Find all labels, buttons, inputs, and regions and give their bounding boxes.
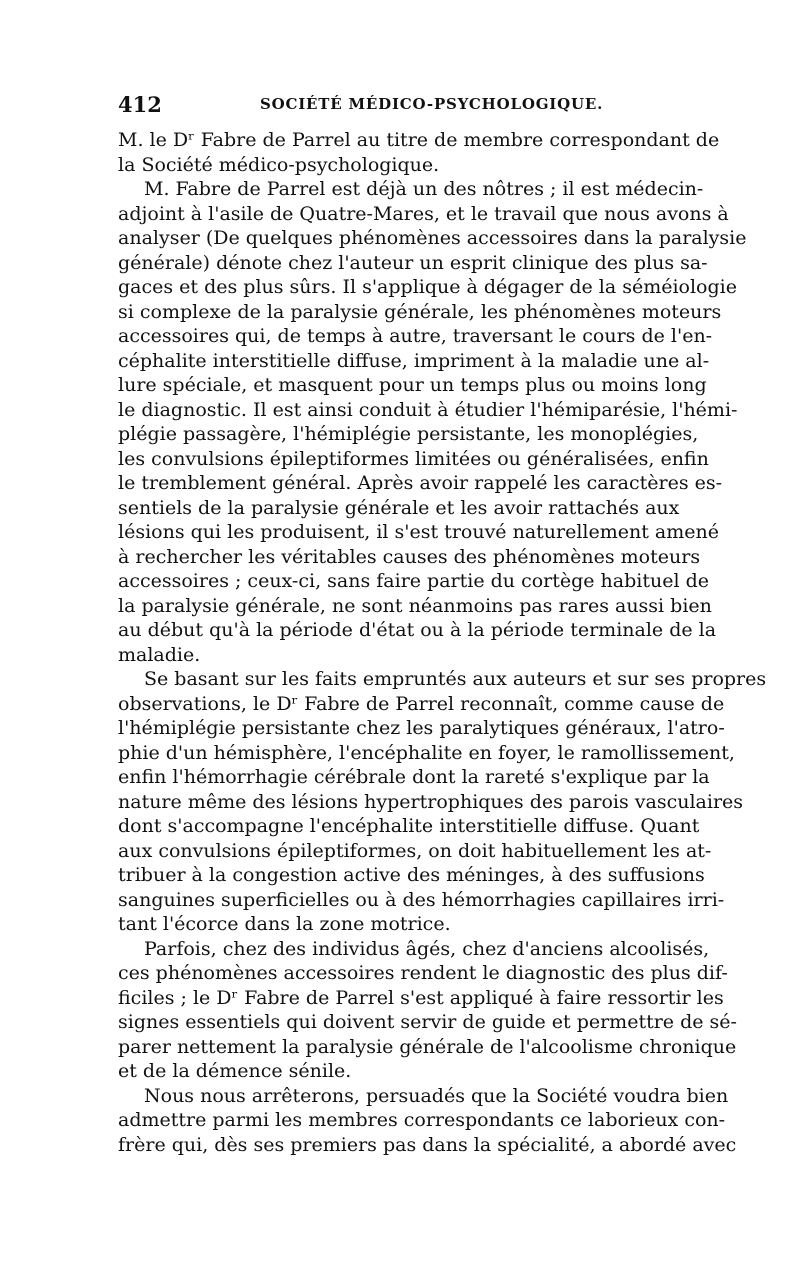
text-line: l'hémiplégie persistante chez les paralytiques généraux, l'atro- <box>118 717 725 739</box>
text-line: dont s'accompagne l'encéphalite interstitielle diffuse. Quant <box>118 815 700 837</box>
text-line: phie d'un hémisphère, l'encéphalite en foyer, le ramollissement, <box>118 741 735 764</box>
text-line: enfin l'hémorrhagie cérébrale dont la rareté s'explique par la <box>118 766 710 788</box>
text-line: M. le Dʳ Fabre de Parrel au titre de membre correspondant de <box>118 129 720 151</box>
text-line: admettre parmi les membres correspondants ce laborieux con- <box>118 1109 726 1131</box>
text-line: le diagnostic. Il est ainsi conduit à étudier l'hémiparésie, l'hémi- <box>118 398 738 421</box>
text-line: ficiles ; le Dʳ Fabre de Parrel s'est appliqué à faire ressortir les <box>118 986 724 1009</box>
text-line: et de la démence sénile. <box>118 1060 352 1082</box>
text-line: le tremblement général. Après avoir rappelé les caractères es- <box>118 472 723 494</box>
text-line: analyser (De quelques phénomènes accessoires dans la paralysie <box>118 227 747 249</box>
body-text <box>118 128 767 1157</box>
running-title: SOCIÉTÉ MÉDICO-PSYCHOLOGIQUE. <box>260 95 604 113</box>
text-line: nature même des lésions hypertrophiques des parois vasculaires <box>118 790 744 813</box>
text-line: accessoires qui, de temps à autre, traversant le cours de l'en- <box>118 325 713 347</box>
text-line: ces phénomènes accessoires rendent le diagnostic des plus dif- <box>118 962 728 984</box>
text-line: M. Fabre de Parrel est déjà un des nôtres ; il est médecin- <box>144 178 704 200</box>
text-line: tant l'écorce dans la zone motrice. <box>118 913 451 935</box>
text-line: parer nettement la paralysie générale de l'alcoolisme chronique <box>118 1035 737 1058</box>
text-line: céphalite interstitielle diffuse, impriment à la maladie une al- <box>118 349 710 372</box>
text-line: tribuer à la congestion active des méninges, à des suffusions <box>118 864 705 886</box>
text-line: adjoint à l'asile de Quatre-Mares, et le travail que nous avons à <box>118 202 729 225</box>
text-line: Parfois, chez des individus âgés, chez d'anciens alcoolisés, <box>144 937 710 960</box>
text-line: observations, le Dʳ Fabre de Parrel reconnaît, comme cause de <box>118 692 725 715</box>
page-header <box>118 92 678 120</box>
text-line: au début qu'à la période d'état ou à la période terminale de la <box>118 619 717 641</box>
text-line: Se basant sur les faits empruntés aux auteurs et sur ses propres <box>144 668 767 690</box>
text-line: sanguines superficielles ou à des hémorrhagies capillaires irri- <box>118 888 725 911</box>
text-line: la paralysie générale, ne sont néanmoins pas rares aussi bien <box>118 594 712 617</box>
text-line: plégie passagère, l'hémiplégie persistante, les monoplégies, <box>118 423 699 445</box>
text-line: Nous nous arrêterons, persuadés que la Société voudra bien <box>144 1084 729 1107</box>
text-line: frère qui, dès ses premiers pas dans la spécialité, a abordé avec <box>118 1133 737 1156</box>
text-line: maladie. <box>118 643 201 666</box>
text-line: si complexe de la paralysie générale, les phénomènes moteurs <box>118 300 722 323</box>
text-line: la Société médico-psychologique. <box>118 153 440 176</box>
text-line: signes essentiels qui doivent servir de guide et permettre de sé- <box>118 1011 737 1033</box>
text-line: les convulsions épileptiformes limitées ou généralisées, enfin <box>118 447 709 470</box>
text-line: lure spéciale, et masquent pour un temps plus ou moins long <box>118 374 707 396</box>
text-line: générale) dénote chez l'auteur un esprit clinique des plus sa- <box>118 251 708 274</box>
page-number: 412 <box>118 92 162 117</box>
text-line: gaces et des plus sûrs. Il s'applique à dégager de la séméiologie <box>118 276 737 298</box>
text-line: lésions qui les produisent, il s'est trouvé naturellement amené <box>118 521 719 543</box>
text-line: sentiels de la paralysie générale et les avoir rattachés aux <box>118 496 680 519</box>
text-line: aux convulsions épileptiformes, on doit habituellement les at- <box>118 839 712 862</box>
text-line: à rechercher les véritables causes des phénomènes moteurs <box>118 545 701 568</box>
text-line: accessoires ; ceux-ci, sans faire partie du cortège habituel de <box>118 570 709 592</box>
